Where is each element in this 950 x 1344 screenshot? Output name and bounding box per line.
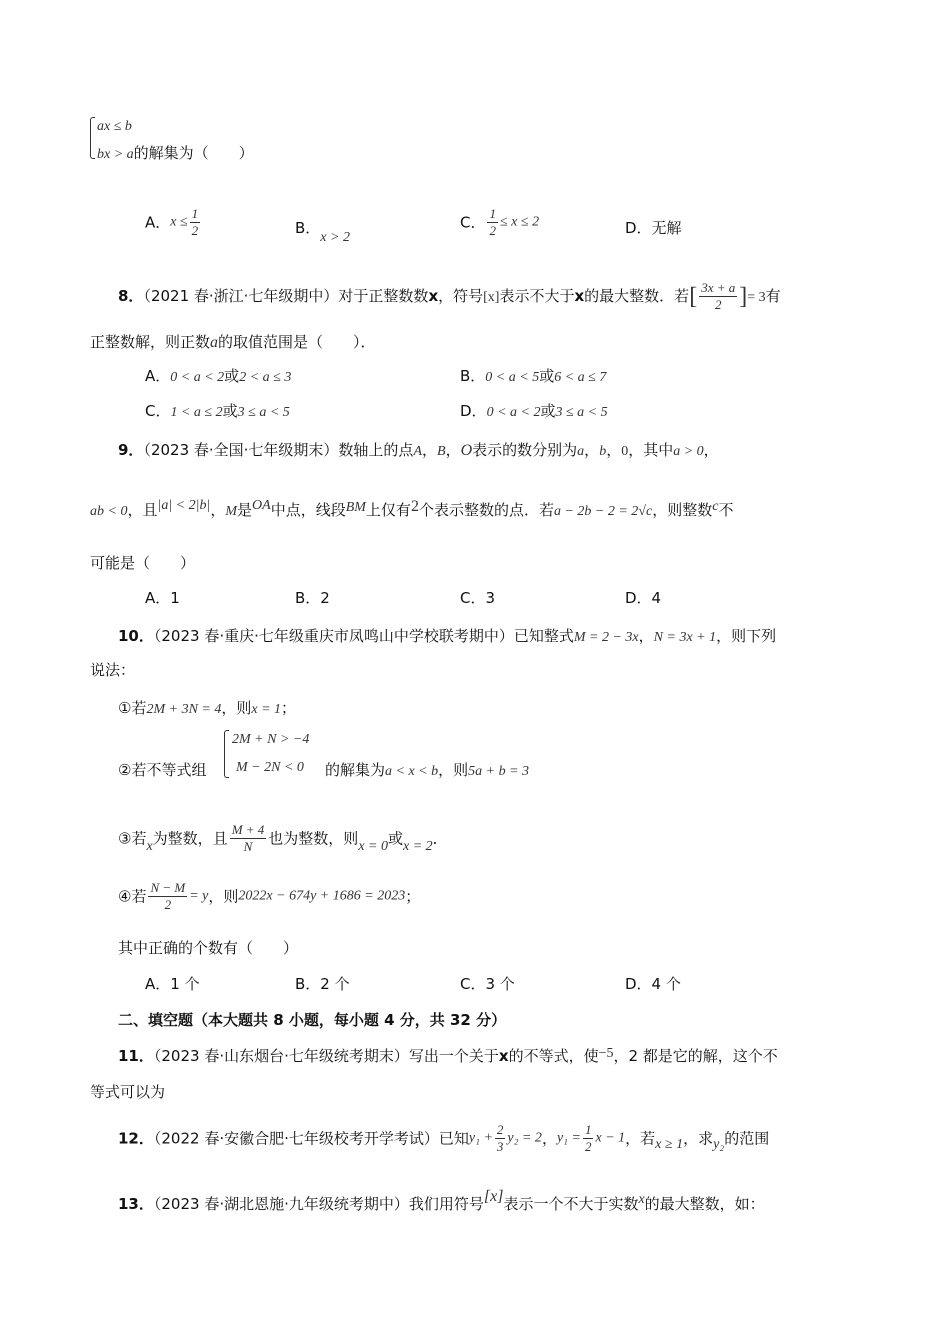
q11-stem-line2: 等式可以为 xyxy=(90,1083,166,1101)
q8-option-d[interactable]: D．0 < a < 2或3 ≤ a < 5 xyxy=(460,402,608,420)
q7-option-d[interactable]: D．无解 xyxy=(625,219,682,237)
q8-option-a[interactable]: A．0 < a < 2或2 < a ≤ 3 xyxy=(145,367,292,385)
q7-option-b[interactable]: B．x > 2 xyxy=(295,219,350,245)
system-brace xyxy=(224,730,229,778)
q11-stem: 11．（2023 春·山东烟台·七年级统考期末）写出一个关于x的不等式，使−5，2 都是它的解，这个不 xyxy=(118,1046,778,1065)
q10-statement-2-tail: 的解集为a < x < b，则5a + b = 3 xyxy=(325,761,530,779)
q9-stem-line2: ab < 0，且|a| < 2|b|，M是OA中点，线段BM上仅有2个表示整数的点．若a − 2b − 2 = 2√c，则整数c不 xyxy=(90,498,734,519)
fraction: $\frac{1}{2}$ xyxy=(584,1122,592,1154)
fraction: $\frac{3x + a}{2}$ xyxy=(701,280,736,312)
q8-stem: 8．（2021 春·浙江·七年级期中）对于正整数数x，符号[x]表示不大于x的最大整数．若[ $\frac{3x + a}{2}$ ]= 3有 xyxy=(118,280,781,312)
fraction: $\frac{2}{3}$ xyxy=(496,1122,504,1154)
section-heading: 二、填空题（本大题共 8 小题，每小题 4 分，共 32 分） xyxy=(118,1011,507,1029)
q7-option-c[interactable]: C． $\frac{1}{2}$ ≤ x ≤ 2 xyxy=(460,206,540,238)
q10-system-line2: M − 2N < 0 xyxy=(236,760,304,775)
fraction: $\frac{M + 4}{N}$ xyxy=(231,822,265,854)
q13-stem: 13．（2023 春·湖北恩施·九年级统考期中）我们用符号[x]表示一个不大于实数x的最大整数，如： xyxy=(118,1188,765,1213)
q10-option-a[interactable]: A．1 个 xyxy=(145,975,200,993)
q10-option-b[interactable]: B．2 个 xyxy=(295,975,350,993)
q10-statement-1: ①若2M + 3N = 4，则x = 1； xyxy=(118,699,297,717)
q9-stem: 9．（2023 春·全国·七年级期末）数轴上的点A，B，O表示的数分别为a，b，0，其中a > 0， xyxy=(118,441,719,459)
q8-stem-line2: 正整数解，则正数a的取值范围是（ ）． xyxy=(90,333,376,351)
q10-stem: 10．（2023 春·重庆·七年级重庆市凤鸣山中学校联考期中）已知整式M = 2 − 3x，N = 3x + 1，则下列 xyxy=(118,627,777,645)
q10-statement-3: ③若x为整数，且 $\frac{M + 4}{N}$ 也为整数，则x = 0或x = 2． xyxy=(118,822,448,854)
system-brace xyxy=(90,117,95,159)
q9-option-b[interactable]: B．2 xyxy=(295,589,330,607)
q9-option-a[interactable]: A．1 xyxy=(145,589,180,607)
q10-stem-line2: 说法： xyxy=(90,661,136,679)
q10-option-c[interactable]: C．3 个 xyxy=(460,975,515,993)
q7-system-line2: bx > a的解集为（ ） xyxy=(97,144,254,162)
q10-statement-4: ④若 $\frac{N - M}{2}$ = y，则2022x − 674y + 1686 = 2023； xyxy=(118,880,421,912)
q10-option-d[interactable]: D．4 个 xyxy=(625,975,681,993)
q9-option-c[interactable]: C．3 xyxy=(460,589,496,607)
fraction: $\frac{1}{2}$ xyxy=(489,206,496,238)
q7-system-line1: ax ≤ b xyxy=(97,119,132,134)
q10-ask: 其中正确的个数有（ ） xyxy=(118,939,299,957)
q10-system-line1: 2M + N > −4 xyxy=(232,732,310,747)
fraction: $\frac{N - M}{2}$ xyxy=(150,880,186,912)
q7-option-a[interactable]: A．x ≤ $\frac{1}{2}$ xyxy=(145,206,199,238)
q10-statement-2: ②若不等式组 xyxy=(118,761,207,779)
q9-option-d[interactable]: D．4 xyxy=(625,589,662,607)
q8-option-c[interactable]: C．1 < a ≤ 2或3 ≤ a < 5 xyxy=(145,402,290,420)
q8-option-b[interactable]: B．0 < a < 5或6 < a ≤ 7 xyxy=(460,367,607,385)
q12-stem: 12．（2022 春·安徽合肥·七年级校考开学考试）已知y₁ + $\frac{2}{3}$ y₂ = 2，y₁ = $\frac{1}{2}$ x − 1，若x ≥ 1，求y₂的范围 xyxy=(118,1122,770,1154)
fraction: $\frac{1}{2}$ xyxy=(191,206,199,238)
q9-stem-line3: 可能是（ ） xyxy=(90,554,196,572)
